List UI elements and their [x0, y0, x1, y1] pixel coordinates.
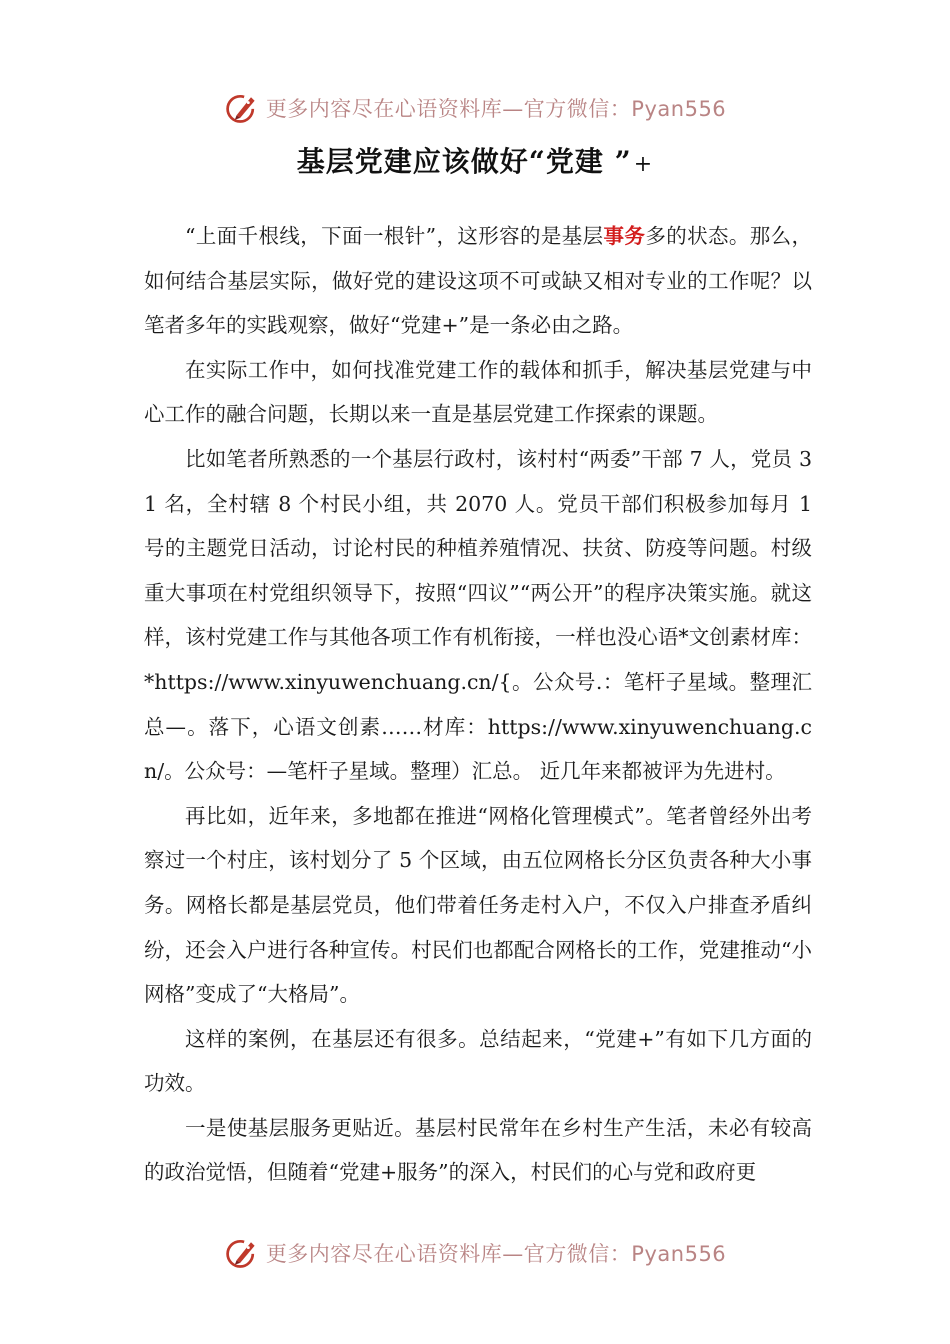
paragraph-1-after: 多的状态。那么，如何结合基层实际，做好党的建设这项不可或缺又相对专业的工作呢？以笔者多年的实践观察，做好“党建+”是一条必由之路。 [144, 224, 813, 338]
header-banner [0, 88, 950, 128]
footer-banner-text: 更多内容尽在心语资料库—官方微信：Pyan556 [265, 1242, 727, 1266]
paragraph-4: 再比如，近年来，多地都在推进“网格化管理模式”。笔者曾经外出考察过一个村庄，该村划分了 5 个区域，由五位网格长分区负责各种大小事务。网格长都是基层党员，他们带着任务走村入户，不仅入户排查矛盾纠纷，还会入户进行各种宣传。村民们也都配合网格长的工作，党建推动“小网格”变成了“大格局”。 [144, 803, 812, 1007]
document-title [0, 140, 950, 180]
header-banner-text: 更多内容尽在心语资料库—官方微信：Pyan556 [265, 97, 727, 121]
paragraph-1 [144, 214, 812, 348]
pen-nib-logo-icon [224, 90, 260, 126]
footer-banner [0, 1233, 950, 1273]
document-body [144, 214, 812, 1195]
paragraph-5: 这样的案例，在基层还有很多。总结起来，“党建+”有如下几方面的功效。 [144, 1026, 812, 1096]
pen-nib-logo-icon [224, 1235, 260, 1271]
paragraph-3: 比如笔者所熟悉的一个基层行政村，该村村“两委”干部 7 人，党员 31 名，全村辖 8 个村民小组，共 2070 人。党员干部们积极参加每月 1 号的主题党日活动，讨论村民的种植养殖情况、扶贫、防疫等问题。村级重大事项在村党组织领导下，按照“四议”“两公开”的程序决策实施。就这样，该村党建工作与其他各项工作有机衔接，一样也没心语*文创素材库：*https://www.xinyuwenchuang.cn/{。公众号.：笔杆子星域。整理汇总—。落下，心语文创素……材库：https://www.xinyuwenchuang.cn/。公众号：—笔杆子星域。整理）汇总。 近几年来都被评为先进村。 [144, 446, 812, 784]
paragraph-6: 一是使基层服务更贴近。基层村民常年在乡村生产生活，未必有较高的政治觉悟，但随着“党建+服务”的深入，村民们的心与党和政府更 [144, 1115, 812, 1185]
document-title-suffix: + [633, 152, 654, 177]
document-title-text: 基层党建应该做好“党建 ” [296, 145, 632, 178]
paragraph-2: 在实际工作中，如何找准党建工作的载体和抓手，解决基层党建与中心工作的融合问题，长期以来一直是基层党建工作探索的课题。 [144, 357, 812, 427]
highlighted-term: 事务 [603, 224, 646, 248]
paragraph-1-before: “上面千根线，下面一根针”，这形容的是基层 [185, 224, 604, 248]
